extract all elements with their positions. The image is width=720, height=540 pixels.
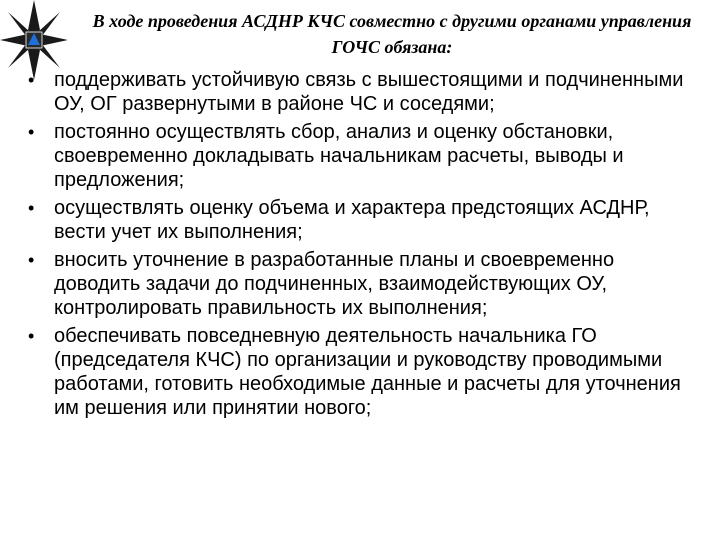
list-item-text: вносить уточнение в разработанные планы и своевременно доводить задачи до подчиненных, взаимодействующих ОУ, контролировать правильность их выполнения; <box>54 249 615 319</box>
bullet-icon: • <box>28 198 35 218</box>
bullet-icon: • <box>28 250 35 270</box>
list-item <box>22 68 702 116</box>
bullet-icon: • <box>28 70 35 90</box>
bullet-icon: • <box>28 326 35 346</box>
list-item <box>22 324 702 420</box>
list-item <box>22 196 702 244</box>
list-item-text: обеспечивать повседневную деятельность начальника ГО (председателя КЧС) по организации и руководству проводимыми работами, готовить необходимые данные и расчеты для уточнения им решения или принятии нового; <box>54 325 681 419</box>
list-item-text: постоянно осуществлять сбор, анализ и оценку обстановки, своевременно докладывать начальникам расчеты, выводы и предложения; <box>54 121 624 191</box>
list-item <box>22 248 702 320</box>
list-item-text: поддерживать устойчивую связь с вышестоящими и подчиненными ОУ, ОГ развернутыми в районе ЧС и соседями; <box>54 69 684 115</box>
list-item <box>22 120 702 192</box>
bullet-list <box>22 68 702 424</box>
bullet-icon: • <box>28 122 35 142</box>
list-item-text: осуществлять оценку объема и характера предстоящих АСДНР, вести учет их выполнения; <box>54 197 650 243</box>
slide-title: В ходе проведения АСДНР КЧС совместно с другими органами управления ГОЧС обязана: <box>92 11 692 57</box>
